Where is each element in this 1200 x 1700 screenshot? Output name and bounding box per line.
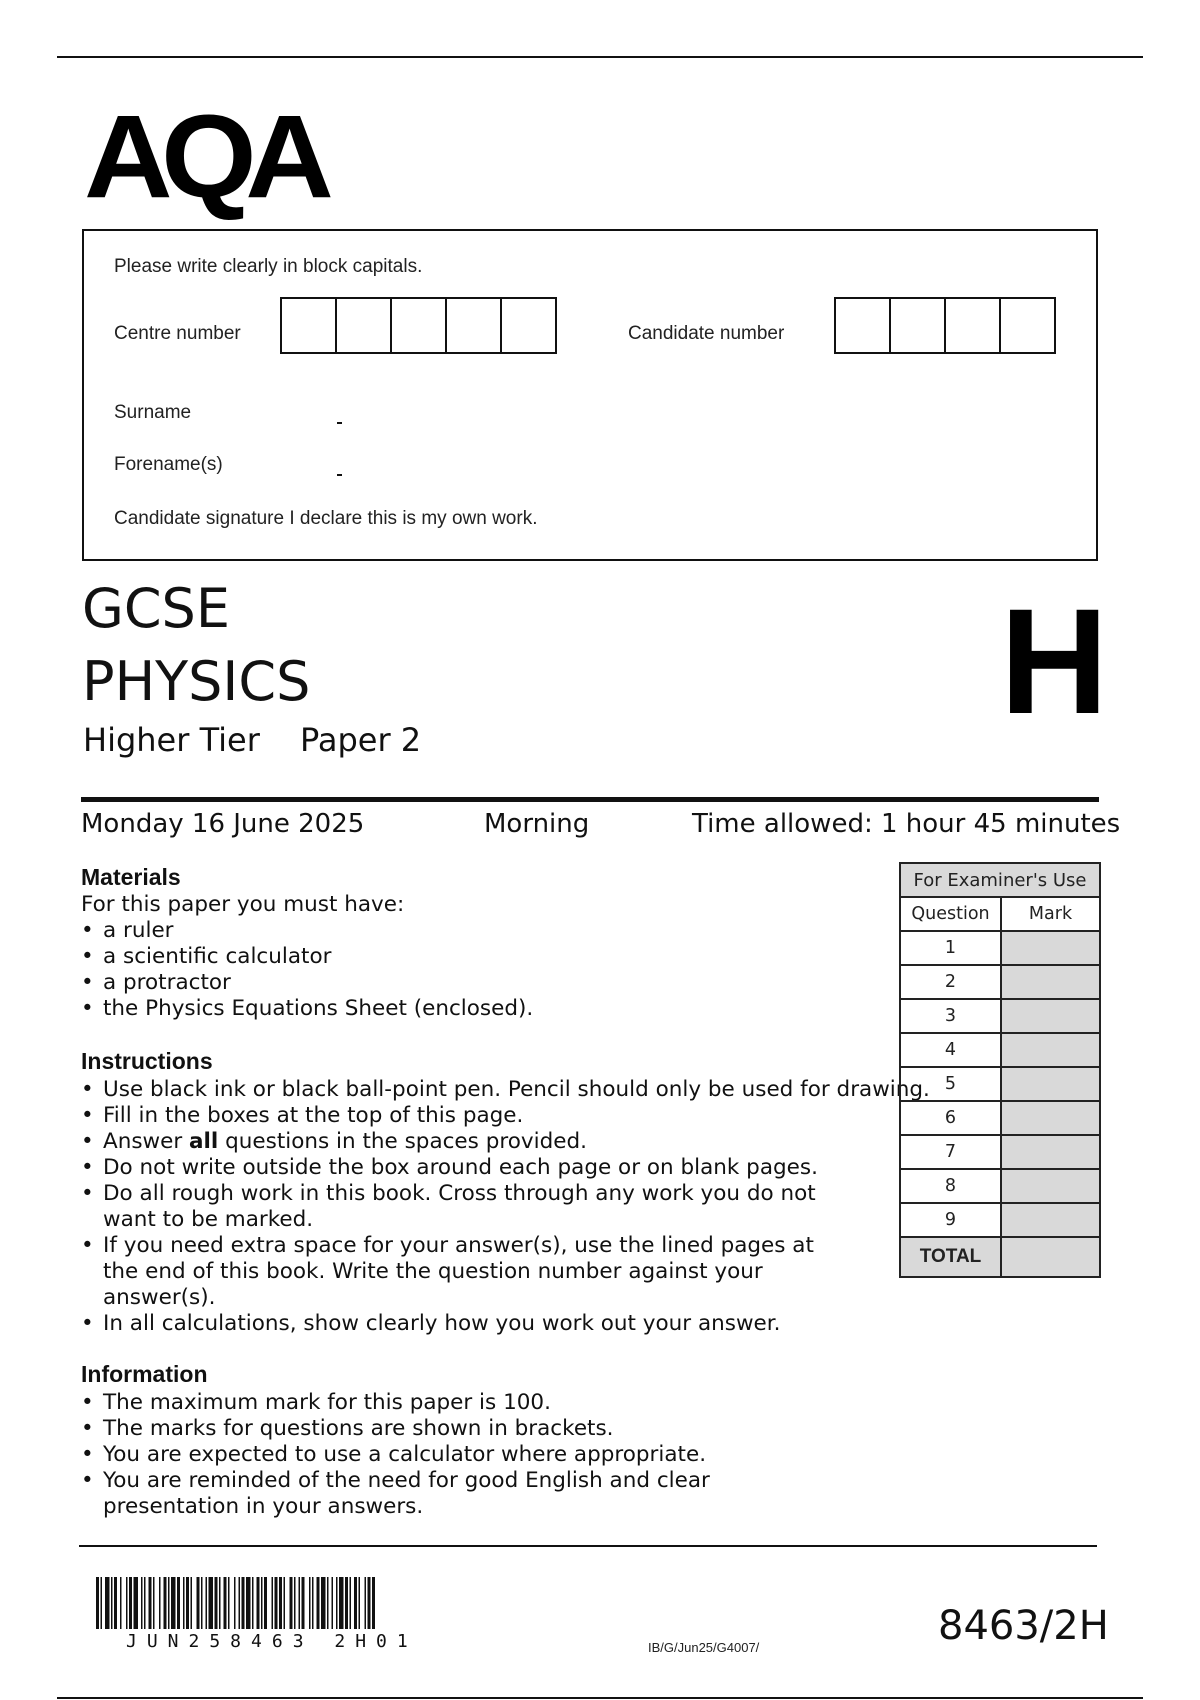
barcode-bar [284, 1577, 286, 1629]
barcode-bar [168, 1577, 170, 1629]
examiners-use-title: For Examiner's Use [900, 863, 1100, 897]
barcode-bar [141, 1577, 143, 1629]
barcode-bar [242, 1577, 245, 1629]
question-number: 1 [900, 931, 1001, 965]
candidate-digit-box[interactable] [999, 297, 1056, 354]
mark-cell [1001, 965, 1100, 999]
centre-digit-box[interactable] [390, 297, 447, 354]
question-number: 3 [900, 999, 1001, 1033]
barcode-bar [252, 1577, 254, 1629]
list-item: • a protractor [81, 970, 881, 996]
candidate-number-boxes [834, 297, 1056, 354]
tier-letter: H [1000, 577, 1109, 745]
barcode-bar [183, 1577, 185, 1629]
emphasis-all: all [189, 1129, 219, 1154]
barcode-bar [177, 1577, 180, 1629]
question-number: 2 [900, 965, 1001, 999]
barcode-bar [327, 1577, 329, 1629]
question-column-header: Question [900, 897, 1001, 931]
surname-label: Surname [114, 402, 192, 423]
barcode-bar [159, 1577, 161, 1629]
centre-number-label: Centre number [114, 323, 241, 344]
centre-digit-box[interactable] [280, 297, 337, 354]
materials-list [81, 918, 881, 1022]
mark-cell [1001, 999, 1100, 1033]
question-number: 7 [900, 1135, 1001, 1169]
barcode-bar [105, 1577, 110, 1629]
barcode-bar [339, 1577, 344, 1629]
mark-cell [1001, 1101, 1100, 1135]
barcode-bar [309, 1577, 311, 1629]
barcode-bar [336, 1577, 338, 1629]
barcode-bar [191, 1577, 193, 1629]
total-mark-cell [1001, 1237, 1100, 1277]
list-item: • Fill in the boxes at the top of this page. [81, 1103, 841, 1129]
mark-cell [1001, 1033, 1100, 1067]
mark-cell [1001, 931, 1100, 965]
barcode-bar [111, 1577, 113, 1629]
barcode-bar [209, 1577, 214, 1629]
mark-cell [1001, 1203, 1100, 1237]
aqa-logo: AQA [84, 91, 323, 223]
list-item: • the Physics Equations Sheet (enclosed). [81, 996, 881, 1022]
barcode-bar [264, 1577, 267, 1629]
signature-label: Candidate signature I declare this is my own work. [114, 508, 538, 529]
list-item: • The marks for questions are shown in brackets. [81, 1416, 841, 1442]
question-number: 8 [900, 1169, 1001, 1203]
list-item: • In all calculations, show clearly how you work out your answer. [81, 1311, 841, 1337]
barcode-bar [153, 1577, 155, 1629]
barcode-bar [228, 1577, 230, 1629]
barcode-bar [350, 1577, 352, 1629]
question-number: 9 [900, 1203, 1001, 1237]
barcode-bar [257, 1577, 260, 1629]
barcode-bar [114, 1577, 117, 1629]
barcode-bar [126, 1577, 128, 1629]
question-number: 5 [900, 1067, 1001, 1101]
barcode-bar [359, 1577, 361, 1629]
barcode-bar [312, 1577, 314, 1629]
barcode-bar [149, 1577, 152, 1629]
barcode-bar [299, 1577, 301, 1629]
materials-heading: Materials [81, 864, 181, 890]
instructions-section [81, 1048, 930, 1337]
barcode-bar [261, 1577, 263, 1629]
instructions-heading: Instructions [81, 1048, 213, 1074]
paper-label: Paper 2 [300, 721, 422, 759]
list-item: • If you need extra space for your answer(s), use the lined pages at the end of this book. Write the question number against your answer(s). [81, 1233, 841, 1311]
barcode-bar [234, 1577, 236, 1629]
candidate-number-label: Candidate number [628, 323, 785, 344]
barcode-bar [134, 1577, 139, 1629]
centre-digit-box[interactable] [445, 297, 502, 354]
candidate-digit-box[interactable] [834, 297, 891, 354]
question-number: 6 [900, 1101, 1001, 1135]
list-item: • Use black ink or black ball-point pen. Pencil should only be used for drawing. [81, 1077, 841, 1103]
subject-title: PHYSICS [82, 650, 311, 713]
time-allowed: Time allowed: 1 hour 45 minutes [692, 809, 1121, 839]
materials-section [81, 864, 881, 1022]
barcode-bar [239, 1577, 241, 1629]
barcode-bar [219, 1577, 221, 1629]
barcode-bar [332, 1577, 334, 1629]
barcode-bar [164, 1577, 167, 1629]
centre-number-boxes [280, 297, 557, 354]
top-rule [57, 56, 1143, 58]
list-item: • Do not write outside the box around each page or on blank pages. [81, 1155, 841, 1181]
barcode-block [96, 1577, 508, 1652]
block-capitals-instruction: Please write clearly in block capitals. [114, 256, 423, 277]
barcode-bar [302, 1577, 305, 1629]
barcode-bar [197, 1577, 200, 1629]
list-item: • a scientific calculator [81, 944, 881, 970]
surname-field-marker [337, 422, 342, 424]
exam-session: Morning [484, 809, 590, 839]
list-item: • The maximum mark for this paper is 100. [81, 1390, 841, 1416]
barcode-bar [129, 1577, 132, 1629]
paper-code: 8463/2H [938, 1603, 1109, 1649]
barcode-bar [321, 1577, 326, 1629]
exam-date: Monday 16 June 2025 [81, 809, 365, 839]
barcode-bar [279, 1577, 282, 1629]
barcode-bar [246, 1577, 251, 1629]
surname-field[interactable] [330, 396, 1050, 426]
barcode-bar [101, 1577, 103, 1629]
mark-cell [1001, 1067, 1100, 1101]
barcode-bar [365, 1577, 367, 1629]
barcode-bar [224, 1577, 227, 1629]
mark-cell [1001, 1135, 1100, 1169]
information-list [81, 1390, 841, 1520]
information-heading: Information [81, 1361, 208, 1387]
barcode-bar [171, 1577, 176, 1629]
information-section [81, 1361, 841, 1520]
list-item: • a ruler [81, 918, 881, 944]
footer-rule [79, 1545, 1097, 1547]
barcode-bar [215, 1577, 218, 1629]
mark-cell [1001, 1169, 1100, 1203]
list-item: • Do all rough work in this book. Cross through any work you do not want to be marked. [81, 1181, 821, 1233]
list-item-answer-all: • Answer all questions in the spaces provided. [81, 1129, 841, 1155]
barcode-bar [272, 1577, 274, 1629]
barcode-bar [144, 1577, 146, 1629]
barcode-bar [290, 1577, 293, 1629]
barcode-bar [186, 1577, 189, 1629]
bottom-rule [57, 1697, 1143, 1699]
materials-intro: For this paper you must have: [81, 892, 405, 917]
candidate-digit-box[interactable] [889, 297, 946, 354]
barcode-bar [201, 1577, 203, 1629]
barcode-bar [206, 1577, 208, 1629]
barcode-bar [294, 1577, 296, 1629]
title-rule [81, 797, 1099, 802]
barcode-text: JUN258463 2H01 [126, 1631, 418, 1652]
tier-label: Higher Tier [83, 721, 260, 759]
barcode-bar [275, 1577, 278, 1629]
list-item: • You are reminded of the need for good English and clear presentation in your answers. [81, 1468, 731, 1520]
barcode-bar [368, 1577, 371, 1629]
forename-field[interactable] [330, 448, 1050, 478]
total-label: TOTAL [900, 1237, 1001, 1277]
centre-digit-box[interactable] [335, 297, 392, 354]
examiners-use-table [899, 862, 1101, 1278]
forename-label: Forename(s) [114, 454, 223, 475]
barcode-bar [317, 1577, 320, 1629]
mark-column-header: Mark [1001, 897, 1100, 931]
qualification-title: GCSE [82, 577, 230, 640]
forename-field-marker [337, 474, 342, 476]
question-number: 4 [900, 1033, 1001, 1067]
paper-reference: IB/G/Jun25/G4007/ [648, 1640, 760, 1655]
barcode-bar [120, 1577, 122, 1629]
candidate-digit-box[interactable] [944, 297, 1001, 354]
barcode-icon [96, 1577, 508, 1629]
barcode-bar [372, 1577, 375, 1629]
barcode-bar [354, 1577, 357, 1629]
list-item: • You are expected to use a calculator where appropriate. [81, 1442, 841, 1468]
barcode-bar [345, 1577, 348, 1629]
barcode-bar [96, 1577, 99, 1629]
centre-digit-box[interactable] [500, 297, 557, 354]
instructions-list [81, 1077, 930, 1337]
